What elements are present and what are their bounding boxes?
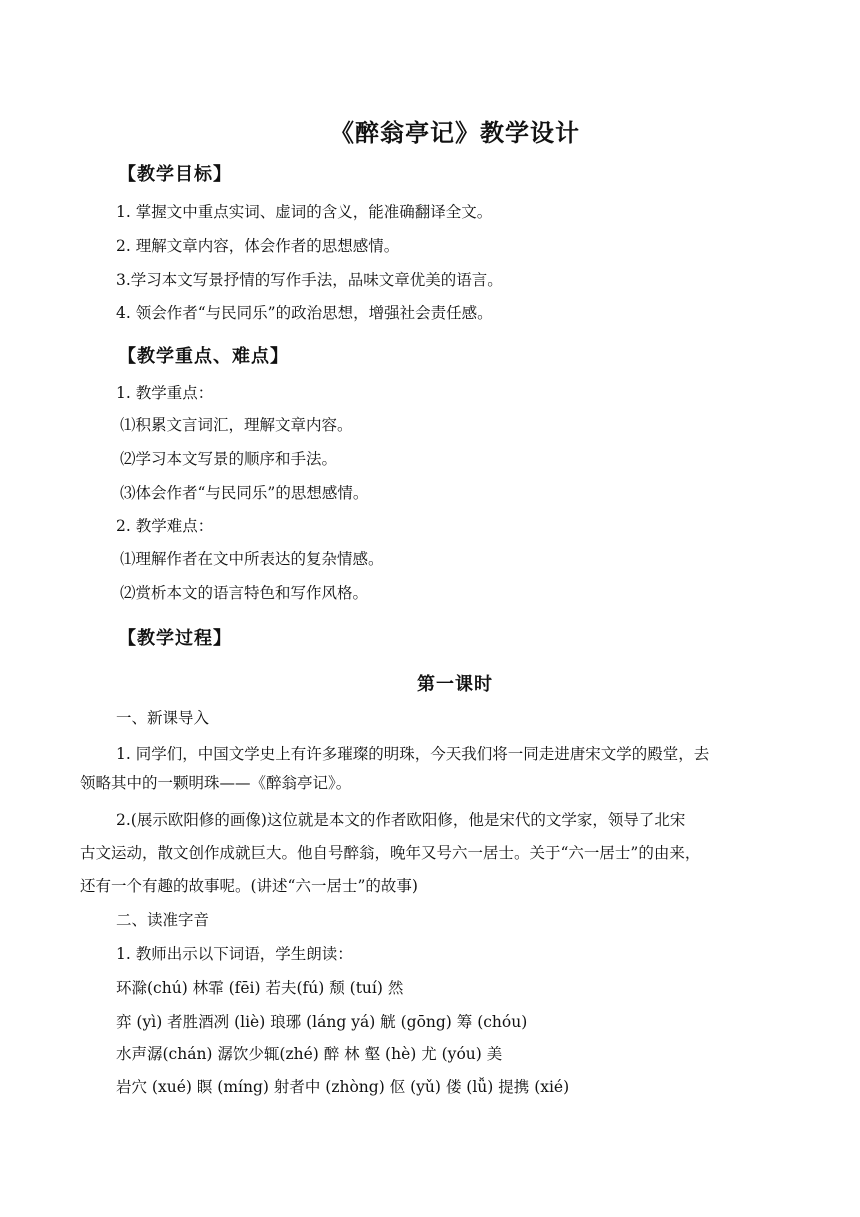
pronounce-row-3: 水声潺(chán) 潺饮少辄(zhé) 醉 林 壑 (hè) 尤 (yóu) 美 <box>116 1045 503 1063</box>
intro-paragraph-2-line-2: 古文运动，散文创作成就巨大。他自号醉翁，晚年又号六一居士。关于“六一居士”的由来， <box>80 844 701 862</box>
difficulty-title: 2. 教学难点： <box>116 517 214 535</box>
pronounce-row-2: 弈 (yì) 者胜酒冽 (liè) 琅琊 (láng yá) 觥 (gōng) 筹 (chóu) <box>116 1013 528 1031</box>
intro-heading: 一、新课导入 <box>116 709 210 727</box>
focus-item-3: ⑶体会作者“与民同乐”的思想感情。 <box>120 484 369 502</box>
difficulty-item-1: ⑴理解作者在文中所表达的复杂情感。 <box>120 550 384 568</box>
pronounce-heading: 二、读准字音 <box>116 911 210 929</box>
document-title: 《醉翁亭记》教学设计 <box>330 119 580 147</box>
pronounce-row-1: 环滁(chú) 林霏 (fēi) 若夫(fú) 颓 (tuí) 然 <box>116 979 404 997</box>
goal-item-2: 2. 理解文章内容，体会作者的思想感情。 <box>116 237 400 255</box>
focus-title: 1. 教学重点： <box>116 384 214 402</box>
intro-paragraph-2-line-3: 还有一个有趣的故事呢。(讲述“六一居士”的故事) <box>80 877 418 895</box>
intro-paragraph-1-line-2: 领略其中的一颗明珠——《醉翁亭记》。 <box>80 774 352 792</box>
difficulty-item-2: ⑵赏析本文的语言特色和写作风格。 <box>120 584 369 602</box>
goal-item-3: 3.学习本文写景抒情的写作手法，品味文章优美的语言。 <box>116 271 503 289</box>
goal-item-1: 1. 掌握文中重点实词、虚词的含义，能准确翻译全文。 <box>116 203 493 221</box>
goal-item-4: 4. 领会作者“与民同乐”的政治思想，增强社会责任感。 <box>116 304 493 322</box>
intro-paragraph-1-line-1: 1. 同学们，中国文学史上有许多璀璨的明珠，今天我们将一同走进唐宋文学的殿堂，去 <box>116 745 710 763</box>
focus-item-2: ⑵学习本文写景的顺序和手法。 <box>120 450 338 468</box>
intro-paragraph-2-line-1: 2.(展示欧阳修的画像)这位就是本文的作者欧阳修，他是宋代的文学家，领导了北宋 <box>116 811 686 829</box>
section-heading-process: 【教学过程】 <box>118 628 232 649</box>
focus-item-1: ⑴积累文言词汇，理解文章内容。 <box>120 416 353 434</box>
lesson-title: 第一课时 <box>417 674 493 695</box>
pronounce-row-4: 岩穴 (xué) 瞑 (míng) 射者中 (zhòng) 伛 (yǔ) 偻 (lǚ) 提携 (xié) <box>116 1078 570 1096</box>
section-heading-keys: 【教学重点、难点】 <box>118 346 289 367</box>
pronounce-instruction: 1. 教师出示以下词语，学生朗读： <box>116 945 353 963</box>
section-heading-goals: 【教学目标】 <box>118 164 232 185</box>
